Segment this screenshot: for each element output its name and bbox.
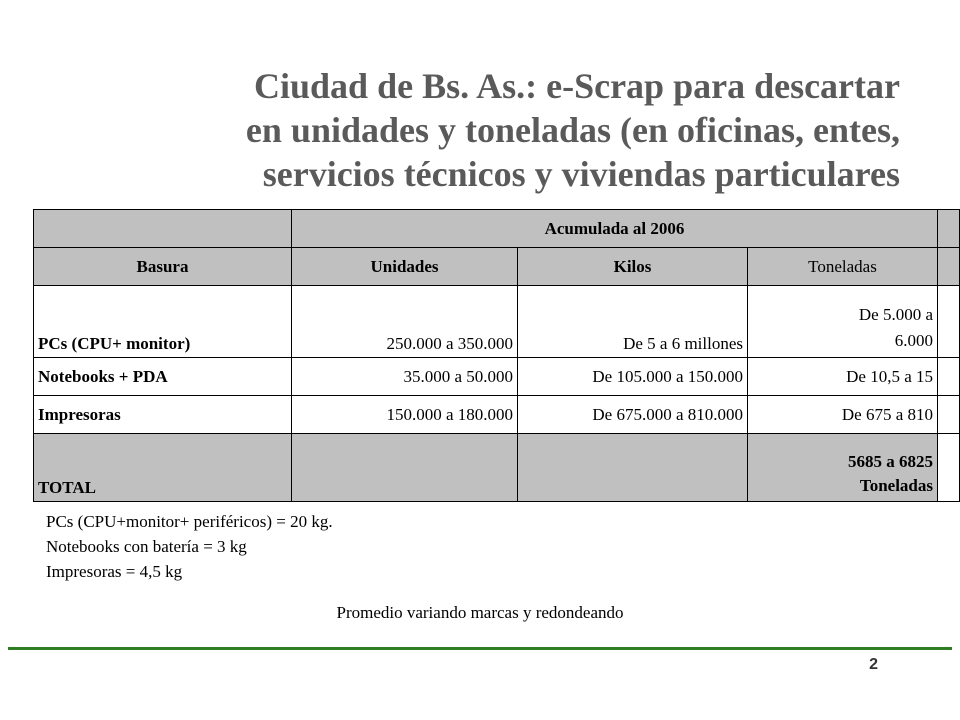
cell-unidades: 250.000 a 350.000 — [292, 286, 518, 358]
total-kilos — [518, 434, 748, 502]
page-number: 2 — [869, 656, 878, 673]
edge-cell — [938, 434, 960, 502]
title-line-2: en unidades y toneladas (en oficinas, entes, — [245, 110, 900, 150]
edge-cell — [938, 396, 960, 434]
slide-title — [100, 64, 900, 196]
note-pcs: PCs (CPU+monitor+ periféricos) = 20 kg. — [46, 512, 333, 531]
title-line-3: servicios técnicos y viviendas particulares — [262, 154, 900, 194]
edge-cell — [938, 210, 960, 248]
cell-kilos: De 5 a 6 millones — [518, 286, 748, 358]
cell-basura: PCs (CPU+ monitor) — [34, 286, 292, 358]
cell-basura: Notebooks + PDA — [34, 358, 292, 396]
corner-cell — [34, 210, 292, 248]
note-impresoras: Impresoras = 4,5 kg — [46, 562, 183, 581]
toneladas-line-2: 6.000 — [894, 331, 933, 350]
table-row — [34, 286, 960, 358]
total-unidades — [292, 434, 518, 502]
average-note: Promedio variando marcas y redondeando — [336, 603, 624, 622]
table-row — [34, 210, 960, 248]
total-row — [34, 434, 960, 502]
header-basura: Basura — [34, 248, 292, 286]
e-scrap-table — [33, 209, 960, 502]
cell-unidades: 150.000 a 180.000 — [292, 396, 518, 434]
total-toneladas — [748, 434, 938, 502]
table-row — [34, 358, 960, 396]
header-kilos: Kilos — [518, 248, 748, 286]
total-label: TOTAL — [34, 434, 292, 502]
cell-unidades: 35.000 a 50.000 — [292, 358, 518, 396]
table-header-row — [34, 248, 960, 286]
header-unidades: Unidades — [292, 248, 518, 286]
table-row — [34, 396, 960, 434]
toneladas-line-1: De 5.000 a — [858, 305, 933, 324]
cell-toneladas: De 10,5 a 15 — [748, 358, 938, 396]
edge-cell — [938, 358, 960, 396]
footer-rule — [8, 647, 952, 650]
note-notebooks: Notebooks con batería = 3 kg — [46, 537, 247, 556]
header-toneladas: Toneladas — [748, 248, 938, 286]
edge-cell — [938, 248, 960, 286]
cell-toneladas: De 675 a 810 — [748, 396, 938, 434]
cell-kilos: De 675.000 a 810.000 — [518, 396, 748, 434]
cell-kilos: De 105.000 a 150.000 — [518, 358, 748, 396]
total-line-1: 5685 a 6825 — [848, 452, 933, 471]
group-header: Acumulada al 2006 — [292, 210, 938, 248]
weight-notes — [46, 509, 333, 584]
total-line-2: Toneladas — [859, 476, 933, 495]
edge-cell — [938, 286, 960, 358]
cell-toneladas — [748, 286, 938, 358]
cell-basura: Impresoras — [34, 396, 292, 434]
title-line-1: Ciudad de Bs. As.: e-Scrap para descartar — [254, 66, 900, 106]
